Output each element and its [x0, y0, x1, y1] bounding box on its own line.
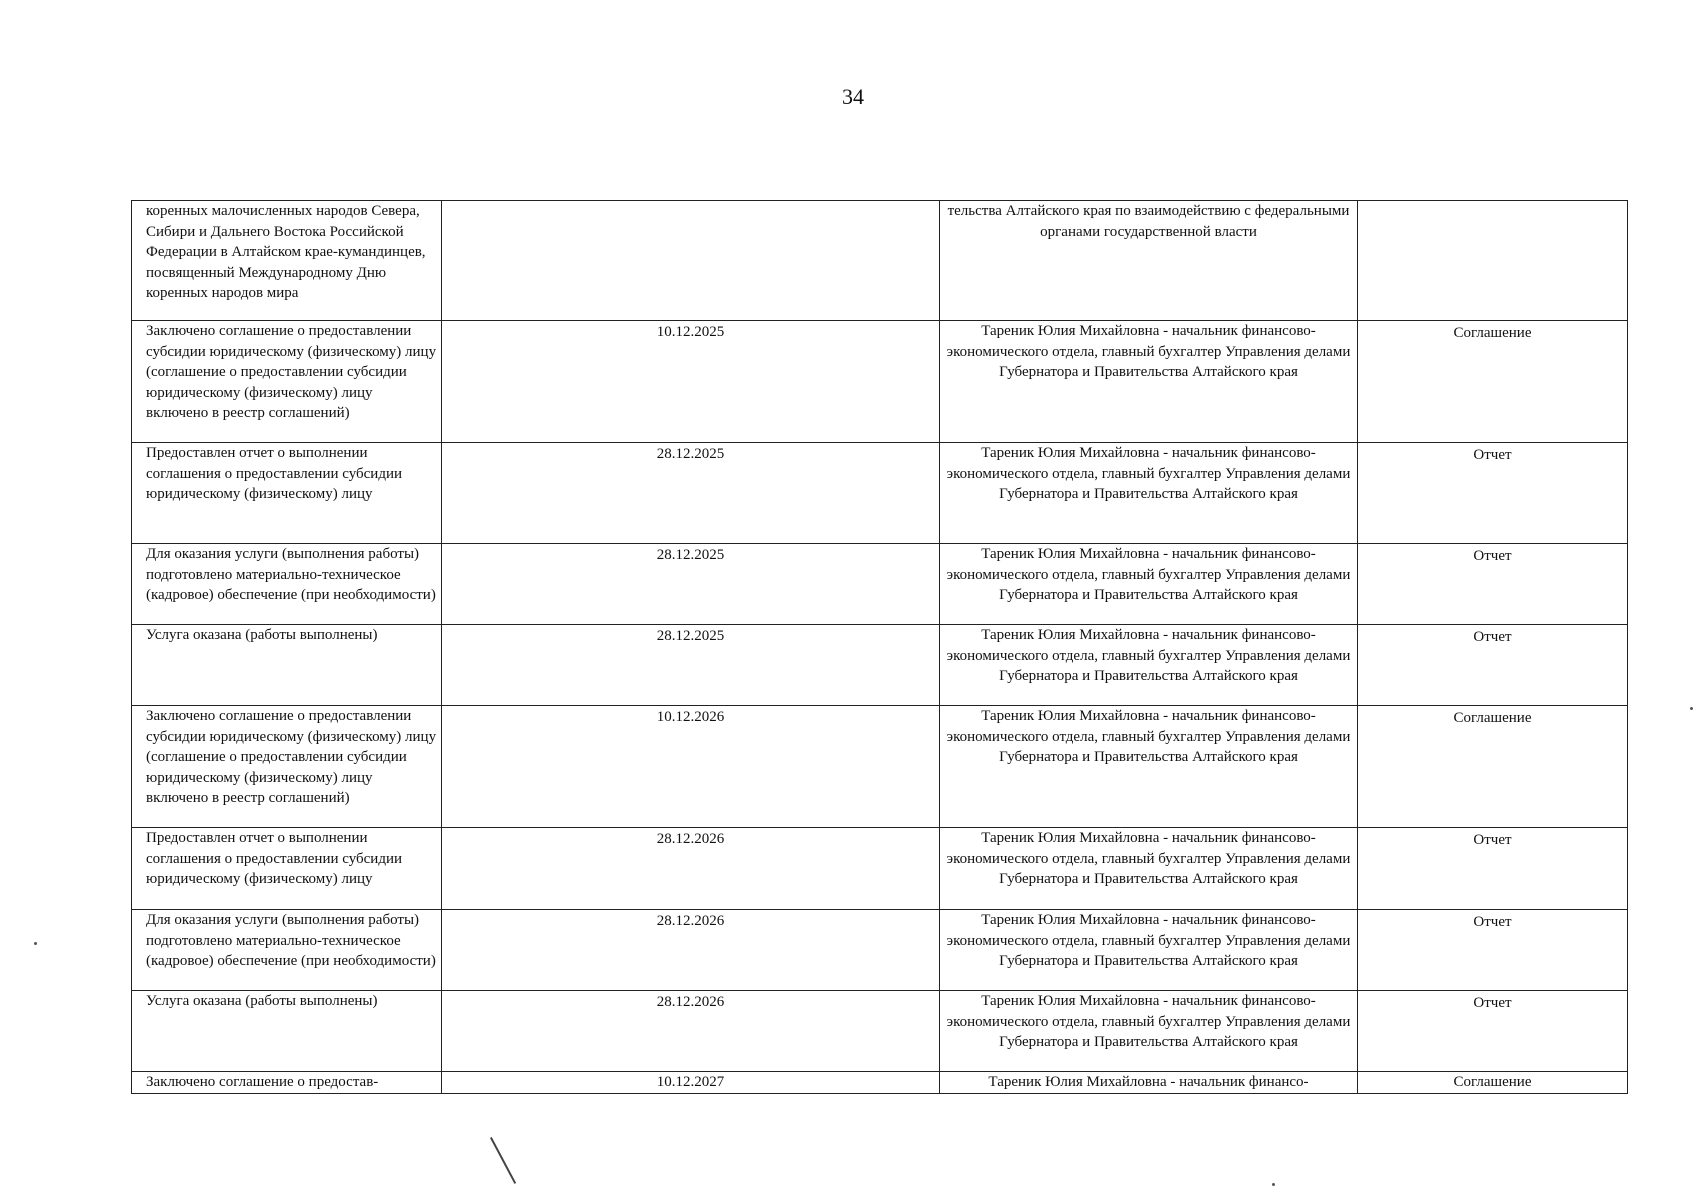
date-cell: 28.12.2025 [442, 443, 940, 544]
table-row [132, 1072, 1628, 1094]
responsible-cell: Тареник Юлия Михайловна - начальник финансово-экономического отдела, главный бухгалтер Управления делами Губернатора и Правительства Алтайского края [940, 443, 1358, 544]
plan-table [131, 200, 1628, 1094]
scan-artifact-dot [34, 942, 37, 945]
document-cell: Отчет [1358, 443, 1628, 544]
responsible-cell: Тареник Юлия Михайловна - начальник финансово-экономического отдела, главный бухгалтер Управления делами Губернатора и Правительства Алтайского края [940, 910, 1358, 991]
document-cell: Отчет [1358, 910, 1628, 991]
responsible-cell: Тареник Юлия Михайловна - начальник финансово-экономического отдела, главный бухгалтер Управления делами Губернатора и Правительства Алтайского края [940, 321, 1358, 443]
stage-cell: коренных малочисленных народов Севера, Сибири и Дальнего Востока Российской Федерации в Алтайском крае-кумандинцев, посвященный Международному Дню коренных народов мира [132, 201, 442, 321]
responsible-cell: тельства Алтайского края по взаимодействию с федеральными органами государственной власти [940, 201, 1358, 321]
table-row [132, 321, 1628, 443]
document-cell: Соглашение [1358, 706, 1628, 828]
table-row [132, 201, 1628, 321]
stage-cell: Заключено соглашение о предоставлении субсидии юридическому (физическому) лицу (соглашение о предоставлении субсидии юридическому (физическому) лицу включено в реестр соглашений) [132, 706, 442, 828]
document-cell: Отчет [1358, 625, 1628, 706]
scan-artifact-dot [1690, 707, 1693, 710]
responsible-cell: Тареник Юлия Михайловна - начальник финансово-экономического отдела, главный бухгалтер Управления делами Губернатора и Правительства Алтайского края [940, 706, 1358, 828]
responsible-cell: Тареник Юлия Михайловна - начальник финансово-экономического отдела, главный бухгалтер Управления делами Губернатора и Правительства Алтайского края [940, 625, 1358, 706]
stage-cell: Для оказания услуги (выполнения работы) подготовлено материально-техническое (кадровое) обеспечение (при необходимости) [132, 910, 442, 991]
document-cell [1358, 201, 1628, 321]
date-cell: 10.12.2026 [442, 706, 940, 828]
stage-cell: Предоставлен отчет о выполнении соглашения о предоставлении субсидии юридическому (физическому) лицу [132, 828, 442, 910]
date-cell: 10.12.2025 [442, 321, 940, 443]
date-cell: 28.12.2025 [442, 544, 940, 625]
stage-cell: Заключено соглашение о предостав- [132, 1072, 442, 1094]
document-cell: Соглашение [1358, 1072, 1628, 1094]
responsible-cell: Тареник Юлия Михайловна - начальник финансо- [940, 1072, 1358, 1094]
table-row [132, 443, 1628, 544]
document-cell: Отчет [1358, 828, 1628, 910]
document-cell: Соглашение [1358, 321, 1628, 443]
page-number: 34 [842, 84, 864, 109]
stage-cell: Предоставлен отчет о выполнении соглашения о предоставлении субсидии юридическому (физическому) лицу [132, 443, 442, 544]
table-row [132, 544, 1628, 625]
stage-cell: Услуга оказана (работы выполнены) [132, 991, 442, 1072]
date-cell: 10.12.2027 [442, 1072, 940, 1094]
date-cell: 28.12.2026 [442, 828, 940, 910]
date-cell: 28.12.2026 [442, 991, 940, 1072]
date-cell: 28.12.2025 [442, 625, 940, 706]
table-row [132, 625, 1628, 706]
stage-cell: Для оказания услуги (выполнения работы) подготовлено материально-техническое (кадровое) обеспечение (при необходимости) [132, 544, 442, 625]
table-row [132, 706, 1628, 828]
date-cell [442, 201, 940, 321]
table-row [132, 910, 1628, 991]
table-row [132, 828, 1628, 910]
responsible-cell: Тареник Юлия Михайловна - начальник финансово-экономического отдела, главный бухгалтер Управления делами Губернатора и Правительства Алтайского края [940, 991, 1358, 1072]
scan-artifact-dot [1272, 1183, 1275, 1186]
document-cell: Отчет [1358, 544, 1628, 625]
stage-cell: Заключено соглашение о предоставлении субсидии юридическому (физическому) лицу (соглашение о предоставлении субсидии юридическому (физическому) лицу включено в реестр соглашений) [132, 321, 442, 443]
document-cell: Отчет [1358, 991, 1628, 1072]
scan-artifact-line [490, 1137, 516, 1184]
table-row [132, 991, 1628, 1072]
responsible-cell: Тареник Юлия Михайловна - начальник финансово-экономического отдела, главный бухгалтер Управления делами Губернатора и Правительства Алтайского края [940, 828, 1358, 910]
responsible-cell: Тареник Юлия Михайловна - начальник финансово-экономического отдела, главный бухгалтер Управления делами Губернатора и Правительства Алтайского края [940, 544, 1358, 625]
stage-cell: Услуга оказана (работы выполнены) [132, 625, 442, 706]
date-cell: 28.12.2026 [442, 910, 940, 991]
